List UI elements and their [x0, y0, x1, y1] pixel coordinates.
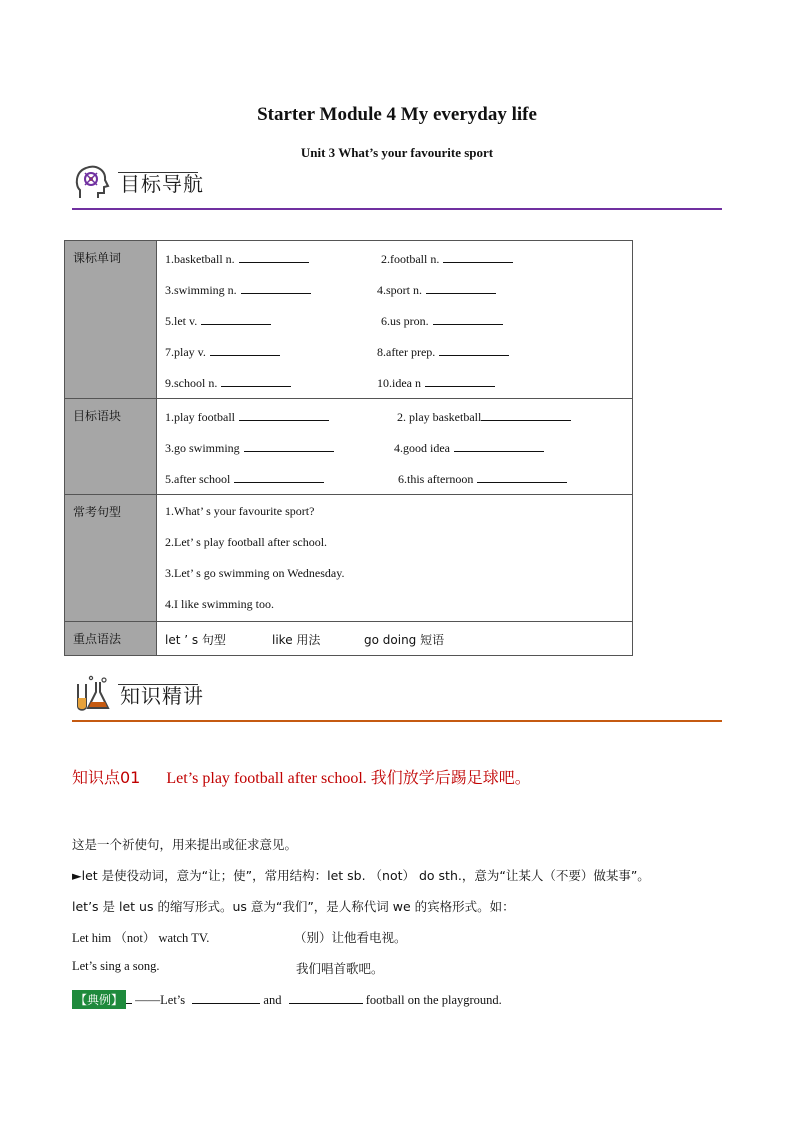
table-row — [65, 622, 633, 656]
list-item — [158, 431, 631, 462]
phrase-item: 6.this afternoon — [398, 472, 474, 486]
table-row — [65, 495, 633, 622]
example-en: Let’s sing a song. — [72, 959, 160, 973]
sentence-item: 3.Let’ s go swimming on Wednesday. — [165, 566, 345, 580]
answer-blank[interactable] — [201, 312, 271, 325]
table-row — [65, 399, 633, 495]
answer-blank[interactable] — [425, 374, 495, 387]
example-text: ——Let’s — [135, 993, 186, 1007]
sentence-item: 2.Let’ s play football after school. — [165, 535, 328, 549]
answer-blank[interactable] — [439, 343, 509, 356]
vocab-item: 5.let v. — [165, 314, 198, 328]
row-content — [157, 495, 633, 622]
sentence-item: 1.What’ s your favourite sport? — [165, 504, 315, 518]
section-title-knowledge: 知识精讲 — [120, 684, 204, 708]
row-label: 常考句型 — [65, 495, 157, 622]
answer-blank[interactable] — [192, 991, 260, 1004]
example-text: and — [263, 993, 282, 1007]
row-label: 课标单词 — [65, 241, 157, 399]
answer-blank[interactable] — [433, 312, 503, 325]
vocabulary-table — [64, 240, 633, 656]
knowledge-point-translation: 我们放学后踢足球吧。 — [370, 768, 531, 787]
example-question — [72, 990, 502, 1009]
section-header-knowledge — [72, 672, 722, 722]
list-item — [158, 527, 631, 558]
paragraph: 这是一个祈使句，用来提出或征求意见。 — [72, 837, 298, 852]
list-item — [158, 335, 631, 366]
grammar-item: go doing 短语 — [364, 633, 445, 647]
answer-blank[interactable] — [244, 439, 334, 452]
page-subtitle: Unit 3 What’s your favourite sport — [300, 145, 494, 160]
answer-blank[interactable] — [239, 408, 329, 421]
page-title: Starter Module 4 My everyday life — [257, 104, 537, 125]
phrase-item: 5.after school — [165, 472, 231, 486]
list-item — [158, 242, 631, 273]
row-label: 目标语块 — [65, 399, 157, 495]
phrase-item: 2. play basketball — [397, 410, 482, 424]
list-item — [158, 623, 631, 654]
knowledge-point-sentence: Let’s play football after school. — [166, 770, 367, 787]
vocab-item: 1.basketball n. — [165, 252, 235, 266]
knowledge-point-label: 知识点01 — [72, 768, 141, 787]
example-cn: （别）让他看电视。 — [294, 930, 407, 945]
row-content — [157, 399, 633, 495]
list-item — [158, 558, 631, 589]
example-tag: 【典例】 — [72, 990, 126, 1009]
vocab-item: 7.play v. — [165, 345, 206, 359]
answer-blank[interactable] — [234, 470, 324, 483]
answer-blank[interactable] — [477, 470, 567, 483]
phrase-item: 1.play football — [165, 410, 235, 424]
vocab-item: 3.swimming n. — [165, 283, 237, 297]
section-title-goals: 目标导航 — [120, 172, 204, 196]
example-text: football on the playground. — [365, 993, 502, 1007]
list-item — [158, 273, 631, 304]
answer-blank[interactable] — [241, 281, 311, 294]
vocab-item: 10.idea n — [377, 376, 421, 390]
answer-blank[interactable] — [289, 991, 363, 1004]
section-divider — [72, 720, 722, 722]
paragraph: ►let 是使役动词，意为“让；使”，常用结构：let sb. （not） do sth.，意为“让某人（不要）做某事”。 — [72, 868, 650, 883]
knowledge-point-heading — [72, 765, 531, 788]
answer-blank[interactable] — [426, 281, 496, 294]
answer-blank[interactable] — [454, 439, 544, 452]
answer-blank[interactable] — [443, 250, 513, 263]
phrase-item: 3.go swimming — [165, 441, 240, 455]
example-cn: 我们唱首歌吧。 — [296, 961, 384, 976]
vocab-item: 4.sport n. — [377, 283, 422, 297]
list-item — [158, 400, 631, 431]
vocab-item: 2.football n. — [381, 252, 440, 266]
row-content — [157, 622, 633, 656]
row-content — [157, 241, 633, 399]
phrase-item: 4.good idea — [394, 441, 450, 455]
list-item — [158, 366, 631, 397]
example-en: Let him （not） watch TV. — [72, 931, 210, 945]
sentence-item: 4.I like swimming too. — [165, 597, 274, 611]
vocab-item: 8.after prep. — [377, 345, 436, 359]
list-item — [158, 589, 631, 620]
vocab-item: 9.school n. — [165, 376, 218, 390]
head-gear-icon — [72, 162, 112, 202]
table-row — [65, 241, 633, 399]
section-divider — [72, 208, 722, 210]
grammar-item: let ’ s 句型 — [165, 633, 226, 647]
list-item — [158, 304, 631, 335]
row-label: 重点语法 — [65, 622, 157, 656]
answer-blank[interactable] — [210, 343, 280, 356]
answer-blank[interactable] — [239, 250, 309, 263]
vocab-item: 6.us pron. — [381, 314, 429, 328]
list-item — [158, 496, 631, 527]
flask-icon — [72, 674, 112, 714]
answer-blank[interactable] — [481, 408, 571, 421]
list-item — [158, 462, 631, 493]
paragraph: let’s 是 let us 的缩写形式。us 意为“我们”，是人称代词 we 的宾格形式。如： — [72, 899, 515, 914]
answer-blank[interactable] — [221, 374, 291, 387]
section-header-goals — [72, 160, 722, 210]
grammar-item: like 用法 — [272, 633, 321, 647]
